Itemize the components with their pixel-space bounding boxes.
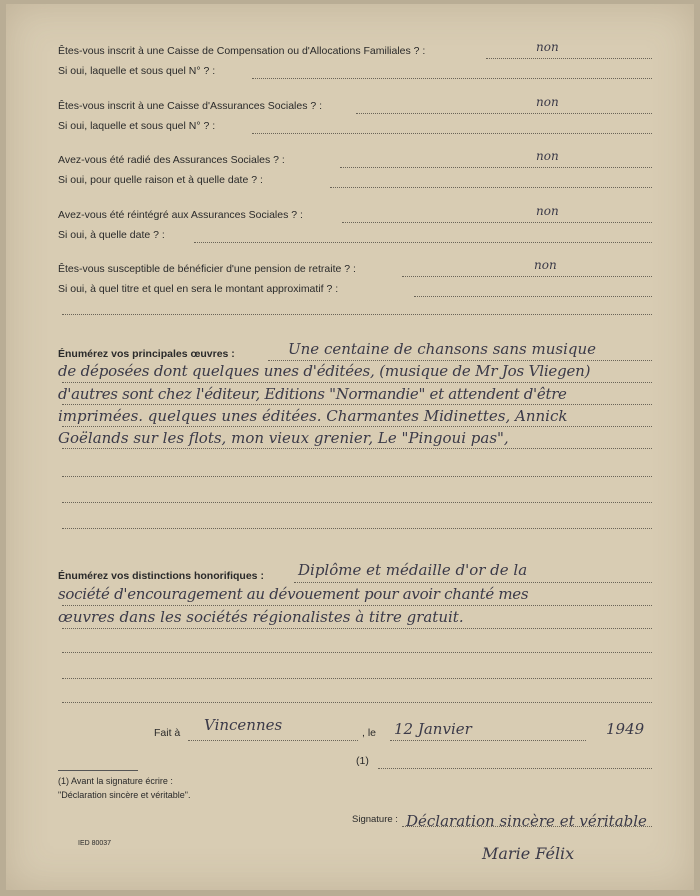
question-4: Avez-vous été réintégré aux Assurances Sociales ? : xyxy=(58,209,303,221)
footnote-rule xyxy=(58,770,138,771)
answer-line xyxy=(62,678,652,679)
answer-line xyxy=(356,113,652,114)
answer-3: non xyxy=(536,149,559,163)
answer-line xyxy=(62,404,652,405)
date: 12 Janvier xyxy=(394,720,472,738)
form-page xyxy=(6,4,694,890)
answer-line xyxy=(252,78,652,79)
works-line-3: d'autres sont chez l'éditeur, Editions "Normandie" et attendent d'être xyxy=(58,385,567,403)
distinctions-line-2: société d'encouragement au dévouement pour avoir chanté mes xyxy=(58,585,529,603)
answer-line xyxy=(62,628,652,629)
answer-line xyxy=(268,360,652,361)
answer-4: non xyxy=(536,204,559,218)
footnote-line-1: (1) Avant la signature écrire : xyxy=(58,776,173,786)
answer-2: non xyxy=(536,95,559,109)
answer-5: non xyxy=(534,258,557,272)
signature-label: Signature : xyxy=(352,814,398,825)
year: 1949 xyxy=(606,720,645,738)
follow-4: Si oui, à quelle date ? : xyxy=(58,229,165,241)
works-line-5: Goëlands sur les flots, mon vieux grenier, Le "Pingoui pas", xyxy=(58,429,509,447)
answer-line xyxy=(62,502,652,503)
question-5: Êtes-vous susceptible de bénéficier d'une pension de retraite ? : xyxy=(58,263,356,275)
answer-line xyxy=(62,314,652,315)
works-line-2: de déposées dont quelques unes d'éditées, (musique de Mr Jos Vliegen) xyxy=(58,362,591,380)
answer-line xyxy=(62,528,652,529)
answer-line xyxy=(62,652,652,653)
answer-line xyxy=(194,242,652,243)
answer-line xyxy=(390,740,586,741)
answer-line xyxy=(188,740,358,741)
answer-line xyxy=(62,448,652,449)
answer-line xyxy=(330,187,652,188)
answer-line xyxy=(414,296,652,297)
follow-5: Si oui, à quel titre et quel en sera le montant approximatif ? : xyxy=(58,283,339,295)
question-1: Êtes-vous inscrit à une Caisse de Compensation ou d'Allocations Familiales ? : xyxy=(58,45,426,57)
fait-label: Fait à xyxy=(154,727,181,739)
answer-line xyxy=(62,605,652,606)
answer-line xyxy=(378,768,652,769)
distinctions-label: Énumérez vos distinctions honorifiques : xyxy=(58,570,264,582)
answer-line xyxy=(62,476,652,477)
follow-1: Si oui, laquelle et sous quel N° ? : xyxy=(58,65,216,77)
follow-3: Si oui, pour quelle raison et à quelle date ? : xyxy=(58,174,263,186)
distinctions-line-3: œuvres dans les sociétés régionalistes à titre gratuit. xyxy=(58,608,464,626)
answer-line xyxy=(402,276,652,277)
le-label: , le xyxy=(362,727,377,739)
question-3: Avez-vous été radié des Assurances Sociales ? : xyxy=(58,154,285,166)
footnote-line-2: "Déclaration sincère et véritable". xyxy=(58,790,191,800)
note-marker: (1) xyxy=(356,755,369,767)
answer-1: non xyxy=(536,40,559,54)
answer-line xyxy=(62,702,652,703)
question-2: Êtes-vous inscrit à une Caisse d'Assurances Sociales ? : xyxy=(58,100,323,112)
works-line-4: imprimées. quelques unes éditées. Charmantes Midinettes, Annick xyxy=(58,407,568,425)
answer-line xyxy=(294,582,652,583)
works-label: Énumérez vos principales œuvres : xyxy=(58,348,235,360)
answer-line xyxy=(252,133,652,134)
form-code: IED 80037 xyxy=(78,840,112,847)
works-line-1: Une centaine de chansons sans musique xyxy=(288,340,597,358)
answer-line xyxy=(486,58,652,59)
signature-name: Marie Félix xyxy=(482,844,575,863)
answer-line xyxy=(62,426,652,427)
place: Vincennes xyxy=(204,716,283,734)
distinctions-line-1: Diplôme et médaille d'or de la xyxy=(298,561,528,579)
declaration-handwritten: Déclaration sincère et véritable xyxy=(406,812,647,830)
follow-2: Si oui, laquelle et sous quel N° ? : xyxy=(58,120,216,132)
answer-line xyxy=(340,167,652,168)
answer-line xyxy=(62,382,652,383)
answer-line xyxy=(342,222,652,223)
